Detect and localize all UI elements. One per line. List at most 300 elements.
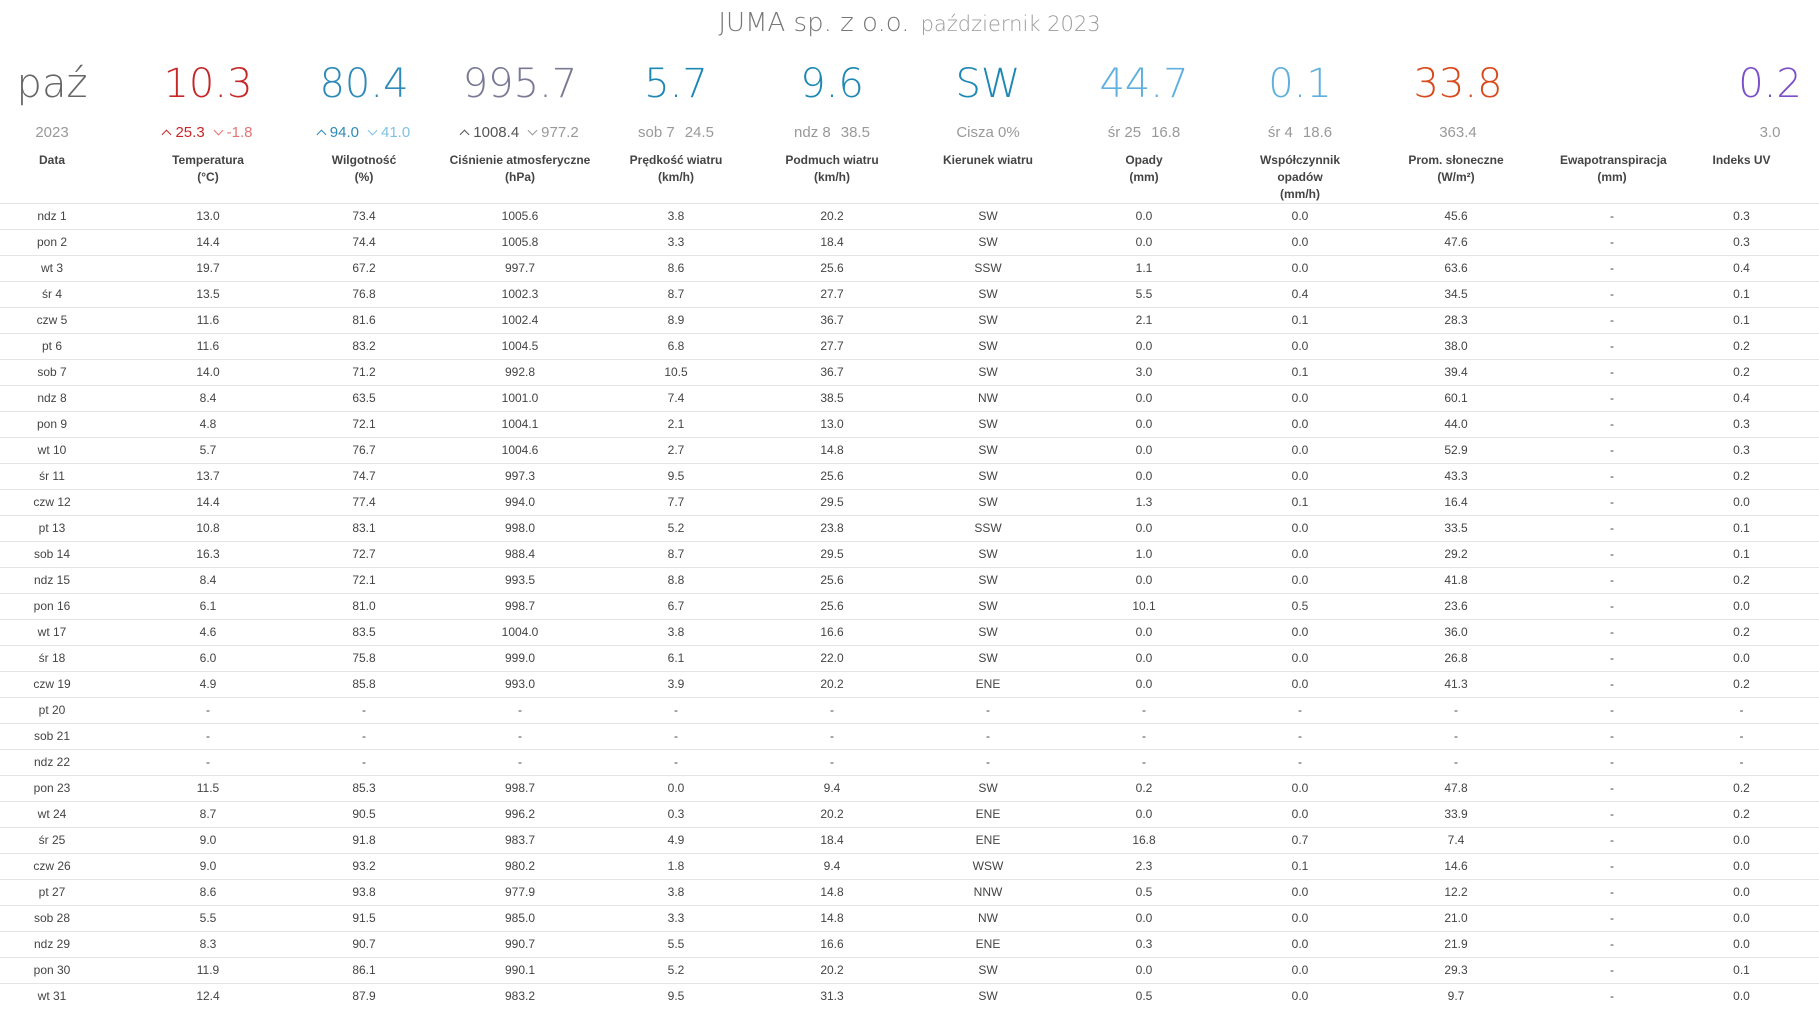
column-header-label: Ciśnienie atmosferyczne	[416, 152, 624, 169]
cell-wind-direction: SW	[936, 984, 1040, 1009]
cell-wind-gust: 14.8	[728, 880, 936, 906]
cell-temperature: 11.6	[104, 308, 312, 334]
cell-date: pt 6	[0, 334, 104, 360]
table-row	[0, 880, 1819, 906]
cell-rain: 0.0	[1040, 646, 1248, 672]
column-header-label: Prędkość wiatru	[624, 152, 728, 169]
cell-rain-rate: 0.0	[1248, 230, 1352, 256]
cell-evapotranspiration: -	[1560, 776, 1664, 802]
cell-wind-speed: -	[624, 750, 728, 776]
cell-wind-speed: 8.6	[624, 256, 728, 282]
cell-solar-radiation: 41.3	[1352, 672, 1560, 698]
cell-evapotranspiration: -	[1560, 516, 1664, 542]
cell-pressure: -	[416, 698, 624, 724]
cell-wind-direction: NW	[936, 906, 1040, 932]
cell-uv-index: 0.0	[1664, 490, 1819, 516]
cell-humidity: 93.8	[312, 880, 416, 906]
cell-wind-direction: SW	[936, 958, 1040, 984]
table-row	[0, 360, 1819, 386]
cell-evapotranspiration: -	[1560, 230, 1664, 256]
cell-humidity: -	[312, 724, 416, 750]
cell-wind-speed: -	[624, 724, 728, 750]
column-header-date	[0, 150, 104, 204]
cell-solar-radiation: 43.3	[1352, 464, 1560, 490]
cell-wind-direction: ENE	[936, 802, 1040, 828]
cell-date: śr 18	[0, 646, 104, 672]
cell-wind-gust: -	[728, 698, 936, 724]
cell-wind-gust: 14.8	[728, 906, 936, 932]
cell-evapotranspiration: -	[1560, 204, 1664, 230]
cell-rain: 0.0	[1040, 204, 1248, 230]
cell-pressure: 994.0	[416, 490, 624, 516]
cell-humidity: 81.6	[312, 308, 416, 334]
cell-solar-radiation: 26.8	[1352, 646, 1560, 672]
cell-uv-index: -	[1664, 750, 1819, 776]
cell-pressure: 977.9	[416, 880, 624, 906]
cell-uv-index: 0.0	[1664, 646, 1819, 672]
cell-evapotranspiration: -	[1560, 464, 1664, 490]
cell-uv-index: 0.0	[1664, 984, 1819, 1009]
cell-evapotranspiration: -	[1560, 880, 1664, 906]
cell-wind-gust: 14.8	[728, 438, 936, 464]
cell-evapotranspiration: -	[1560, 672, 1664, 698]
cell-pressure: 1004.6	[416, 438, 624, 464]
cell-rain-rate: 0.0	[1248, 776, 1352, 802]
cell-uv-index: 0.2	[1664, 620, 1819, 646]
cell-humidity: 76.7	[312, 438, 416, 464]
cell-evapotranspiration: -	[1560, 412, 1664, 438]
cell-rain-rate: 0.0	[1248, 906, 1352, 932]
cell-evapotranspiration: -	[1560, 386, 1664, 412]
cell-rain-rate: 0.0	[1248, 438, 1352, 464]
cell-rain-rate: -	[1248, 724, 1352, 750]
column-header-solar-radiation	[1352, 150, 1560, 204]
cell-wind-gust: 18.4	[728, 828, 936, 854]
summary-year: 2023	[0, 124, 132, 141]
cell-humidity: -	[312, 698, 416, 724]
cell-uv-index: 0.3	[1664, 438, 1819, 464]
cell-date: sob 7	[0, 360, 104, 386]
period-label: październik 2023	[921, 12, 1101, 36]
cell-wind-direction: -	[936, 750, 1040, 776]
table-row	[0, 932, 1819, 958]
summary-pressure-max: 1008.4	[461, 124, 519, 141]
cell-wind-direction: SW	[936, 412, 1040, 438]
table-row	[0, 256, 1819, 282]
cell-wind-gust: 23.8	[728, 516, 936, 542]
cell-temperature: 5.5	[104, 906, 312, 932]
cell-wind-speed: 0.3	[624, 802, 728, 828]
cell-humidity: 73.4	[312, 204, 416, 230]
column-header-label: Kierunek wiatru	[936, 152, 1040, 169]
cell-humidity: 83.2	[312, 334, 416, 360]
table-row	[0, 542, 1819, 568]
cell-pressure: 1002.4	[416, 308, 624, 334]
cell-rain: 0.0	[1040, 802, 1248, 828]
cell-wind-speed: 7.7	[624, 490, 728, 516]
summary-evapotranspiration	[1534, 58, 1694, 72]
cell-rain-rate: 0.0	[1248, 932, 1352, 958]
column-header-label: Ewapotranspiracja	[1560, 152, 1664, 169]
cell-temperature: 11.6	[104, 334, 312, 360]
cell-rain: 0.0	[1040, 568, 1248, 594]
cell-date: pon 23	[0, 776, 104, 802]
cell-wind-gust: 25.6	[728, 256, 936, 282]
cell-date: pt 27	[0, 880, 104, 906]
summary-wind-gust-max: 38.5	[841, 124, 870, 141]
table-row	[0, 282, 1819, 308]
cell-humidity: -	[312, 750, 416, 776]
cell-rain: -	[1040, 750, 1248, 776]
table-row	[0, 594, 1819, 620]
cell-evapotranspiration: -	[1560, 932, 1664, 958]
summary-uv-avg: 0.2	[1690, 58, 1819, 110]
cell-date: pon 9	[0, 412, 104, 438]
cell-temperature: 6.0	[104, 646, 312, 672]
cell-temperature: 11.9	[104, 958, 312, 984]
cell-evapotranspiration: -	[1560, 724, 1664, 750]
cell-wind-gust: 13.0	[728, 412, 936, 438]
cell-wind-speed: 9.5	[624, 984, 728, 1009]
summary-wind-gust	[752, 58, 912, 141]
cell-wind-speed: 4.9	[624, 828, 728, 854]
cell-solar-radiation: 38.0	[1352, 334, 1560, 360]
cell-wind-direction: SW	[936, 620, 1040, 646]
cell-rain: 0.0	[1040, 386, 1248, 412]
cell-temperature: 13.7	[104, 464, 312, 490]
cell-rain-rate: 0.0	[1248, 256, 1352, 282]
table-row	[0, 386, 1819, 412]
cell-temperature: 4.8	[104, 412, 312, 438]
cell-solar-radiation: 23.6	[1352, 594, 1560, 620]
cell-uv-index: 0.2	[1664, 776, 1819, 802]
cell-pressure: 983.7	[416, 828, 624, 854]
cell-wind-gust: 29.5	[728, 542, 936, 568]
cell-evapotranspiration: -	[1560, 256, 1664, 282]
table-body	[0, 204, 1819, 1009]
cell-date: pon 16	[0, 594, 104, 620]
cell-solar-radiation: -	[1352, 698, 1560, 724]
summary-rain-day: śr 25	[1108, 124, 1141, 141]
table-row	[0, 984, 1819, 1009]
cell-uv-index: -	[1664, 724, 1819, 750]
summary-temperature	[128, 58, 288, 141]
cell-rain: -	[1040, 724, 1248, 750]
cell-pressure: 998.0	[416, 516, 624, 542]
column-header-unit: (mm)	[1040, 169, 1248, 186]
cell-solar-radiation: 44.0	[1352, 412, 1560, 438]
cell-humidity: 81.0	[312, 594, 416, 620]
cell-humidity: 63.5	[312, 386, 416, 412]
cell-wind-gust: 9.4	[728, 854, 936, 880]
cell-date: sob 21	[0, 724, 104, 750]
cell-date: czw 19	[0, 672, 104, 698]
cell-uv-index: 0.1	[1664, 516, 1819, 542]
cell-pressure: -	[416, 750, 624, 776]
summary-solar-max: 363.4	[1378, 124, 1538, 141]
cell-solar-radiation: 33.5	[1352, 516, 1560, 542]
cell-evapotranspiration: -	[1560, 854, 1664, 880]
cell-rain-rate: 0.1	[1248, 360, 1352, 386]
cell-rain: 0.2	[1040, 776, 1248, 802]
summary-bar	[0, 58, 1819, 146]
summary-pressure	[440, 58, 600, 141]
cell-solar-radiation: 63.6	[1352, 256, 1560, 282]
cell-temperature: 8.4	[104, 568, 312, 594]
cell-solar-radiation: 16.4	[1352, 490, 1560, 516]
cell-temperature: -	[104, 698, 312, 724]
cell-rain: 0.0	[1040, 620, 1248, 646]
cell-wind-direction: ENE	[936, 828, 1040, 854]
table-row	[0, 776, 1819, 802]
cell-evapotranspiration: -	[1560, 334, 1664, 360]
table-row	[0, 750, 1819, 776]
cell-uv-index: 0.2	[1664, 334, 1819, 360]
cell-rain: 0.0	[1040, 958, 1248, 984]
cell-wind-direction: -	[936, 698, 1040, 724]
column-header-rain	[1040, 150, 1248, 204]
summary-uv	[1690, 58, 1819, 141]
summary-pressure-min: 977.2	[529, 124, 579, 141]
cell-temperature: 12.4	[104, 984, 312, 1009]
summary-wind-direction	[908, 58, 1068, 141]
cell-wind-gust: 20.2	[728, 672, 936, 698]
cell-wind-direction: SW	[936, 308, 1040, 334]
cell-wind-speed: 5.5	[624, 932, 728, 958]
cell-wind-speed: 3.8	[624, 880, 728, 906]
daily-data-table	[0, 150, 1819, 1009]
cell-uv-index: 0.1	[1664, 542, 1819, 568]
table-row	[0, 906, 1819, 932]
table-row	[0, 828, 1819, 854]
column-header-label: Indeks UV	[1664, 152, 1819, 169]
cell-solar-radiation: 60.1	[1352, 386, 1560, 412]
cell-wind-direction: SW	[936, 464, 1040, 490]
cell-wind-direction: ENE	[936, 932, 1040, 958]
cell-rain: 1.0	[1040, 542, 1248, 568]
cell-date: ndz 8	[0, 386, 104, 412]
cell-rain-rate: 0.7	[1248, 828, 1352, 854]
cell-humidity: 72.1	[312, 568, 416, 594]
cell-solar-radiation: 7.4	[1352, 828, 1560, 854]
summary-wind-direction-value: SW	[908, 58, 1068, 110]
cell-evapotranspiration: -	[1560, 542, 1664, 568]
cell-rain: 0.0	[1040, 672, 1248, 698]
cell-rain: 0.0	[1040, 230, 1248, 256]
cell-temperature: 13.5	[104, 282, 312, 308]
cell-solar-radiation: -	[1352, 750, 1560, 776]
cell-pressure: 1005.6	[416, 204, 624, 230]
cell-humidity: 85.8	[312, 672, 416, 698]
cell-wind-speed: 5.2	[624, 958, 728, 984]
cell-evapotranspiration: -	[1560, 490, 1664, 516]
cell-wind-speed: 6.8	[624, 334, 728, 360]
table-row	[0, 490, 1819, 516]
cell-wind-speed: 0.0	[624, 776, 728, 802]
cell-solar-radiation: 47.8	[1352, 776, 1560, 802]
column-header-evapotranspiration	[1560, 150, 1664, 204]
cell-pressure: 983.2	[416, 984, 624, 1009]
cell-date: ndz 1	[0, 204, 104, 230]
cell-pressure: 1001.0	[416, 386, 624, 412]
cell-rain: 2.3	[1040, 854, 1248, 880]
cell-wind-direction: SSW	[936, 256, 1040, 282]
cell-rain: 0.5	[1040, 880, 1248, 906]
cell-pressure: 993.0	[416, 672, 624, 698]
cell-temperature: 14.0	[104, 360, 312, 386]
cell-temperature: 8.3	[104, 932, 312, 958]
cell-humidity: 72.7	[312, 542, 416, 568]
column-header-wind-gust	[728, 150, 936, 204]
cell-wind-gust: 20.2	[728, 802, 936, 828]
cell-evapotranspiration: -	[1560, 438, 1664, 464]
table-row	[0, 438, 1819, 464]
cell-humidity: 86.1	[312, 958, 416, 984]
column-header-unit: (hPa)	[416, 169, 624, 186]
cell-pressure: 998.7	[416, 594, 624, 620]
cell-pressure: 980.2	[416, 854, 624, 880]
cell-humidity: 90.7	[312, 932, 416, 958]
cell-solar-radiation: 52.9	[1352, 438, 1560, 464]
cell-wind-direction: SW	[936, 568, 1040, 594]
column-header-wind-direction	[936, 150, 1040, 204]
cell-rain: 0.3	[1040, 932, 1248, 958]
cell-rain-rate: 0.1	[1248, 854, 1352, 880]
cell-wind-gust: 29.5	[728, 490, 936, 516]
column-header-temperature	[104, 150, 312, 204]
cell-evapotranspiration: -	[1560, 698, 1664, 724]
summary-humidity-avg: 80.4	[284, 58, 444, 110]
cell-pressure: 988.4	[416, 542, 624, 568]
cell-wind-speed: 6.1	[624, 646, 728, 672]
column-header-label: Opady	[1040, 152, 1248, 169]
cell-humidity: 74.4	[312, 230, 416, 256]
cell-solar-radiation: -	[1352, 724, 1560, 750]
cell-solar-radiation: 36.0	[1352, 620, 1560, 646]
cell-pressure: 997.3	[416, 464, 624, 490]
cell-date: wt 31	[0, 984, 104, 1009]
column-header-unit: (°C)	[104, 169, 312, 186]
cell-pressure: 998.7	[416, 776, 624, 802]
cell-temperature: 11.5	[104, 776, 312, 802]
table-row	[0, 620, 1819, 646]
cell-wind-gust: 25.6	[728, 464, 936, 490]
cell-humidity: 77.4	[312, 490, 416, 516]
table-row	[0, 204, 1819, 230]
cell-rain-rate: 0.0	[1248, 620, 1352, 646]
cell-wind-direction: NNW	[936, 880, 1040, 906]
cell-date: pon 2	[0, 230, 104, 256]
column-header-label: Podmuch wiatru	[728, 152, 936, 169]
cell-wind-gust: 9.4	[728, 776, 936, 802]
summary-wind-speed-avg: 5.7	[596, 58, 756, 110]
cell-temperature: 10.8	[104, 516, 312, 542]
cell-rain-rate: 0.0	[1248, 568, 1352, 594]
cell-uv-index: 0.3	[1664, 412, 1819, 438]
cell-humidity: 83.5	[312, 620, 416, 646]
cell-wind-direction: SW	[936, 776, 1040, 802]
table-row	[0, 464, 1819, 490]
cell-date: pt 20	[0, 698, 104, 724]
cell-solar-radiation: 41.8	[1352, 568, 1560, 594]
cell-rain: 0.0	[1040, 516, 1248, 542]
cell-wind-gust: -	[728, 724, 936, 750]
cell-evapotranspiration: -	[1560, 646, 1664, 672]
cell-rain: 0.0	[1040, 412, 1248, 438]
cell-wind-gust: 16.6	[728, 620, 936, 646]
cell-rain: 1.3	[1040, 490, 1248, 516]
cell-rain-rate: 0.0	[1248, 516, 1352, 542]
column-header-humidity	[312, 150, 416, 204]
cell-rain-rate: 0.0	[1248, 464, 1352, 490]
cell-temperature: 9.0	[104, 854, 312, 880]
cell-temperature: 8.7	[104, 802, 312, 828]
cell-temperature: 9.0	[104, 828, 312, 854]
cell-uv-index: 0.0	[1664, 880, 1819, 906]
cell-wind-speed: 3.3	[624, 906, 728, 932]
cell-uv-index: 0.2	[1664, 464, 1819, 490]
table-row	[0, 334, 1819, 360]
table-row	[0, 412, 1819, 438]
cell-uv-index: 0.2	[1664, 672, 1819, 698]
cell-uv-index: -	[1664, 698, 1819, 724]
cell-wind-gust: 20.2	[728, 204, 936, 230]
cell-humidity: 91.5	[312, 906, 416, 932]
cell-wind-direction: SW	[936, 594, 1040, 620]
cell-solar-radiation: 29.2	[1352, 542, 1560, 568]
cell-rain: 0.5	[1040, 984, 1248, 1009]
cell-temperature: 13.0	[104, 204, 312, 230]
table-row	[0, 646, 1819, 672]
summary-humidity-min: 41.0	[369, 124, 410, 141]
summary-wind-speed-max: 24.5	[685, 124, 714, 141]
cell-wind-gust: 20.2	[728, 958, 936, 984]
cell-uv-index: 0.2	[1664, 568, 1819, 594]
column-header-label: Współczynnik opadów	[1248, 152, 1352, 186]
cell-wind-speed: 8.9	[624, 308, 728, 334]
summary-humidity	[284, 58, 444, 141]
cell-wind-gust: 22.0	[728, 646, 936, 672]
cell-rain-rate: 0.0	[1248, 802, 1352, 828]
column-header-rain-rate	[1248, 150, 1352, 204]
cell-rain-rate: 0.0	[1248, 984, 1352, 1009]
cell-date: śr 25	[0, 828, 104, 854]
cell-rain-rate: 0.0	[1248, 542, 1352, 568]
cell-uv-index: 0.1	[1664, 282, 1819, 308]
cell-rain-rate: 0.0	[1248, 334, 1352, 360]
cell-wind-speed: 8.8	[624, 568, 728, 594]
cell-wind-direction: SW	[936, 230, 1040, 256]
summary-rain-rate-day: śr 4	[1268, 124, 1293, 141]
cell-date: wt 24	[0, 802, 104, 828]
cell-pressure: 1004.1	[416, 412, 624, 438]
table-row	[0, 854, 1819, 880]
cell-wind-direction: SSW	[936, 516, 1040, 542]
cell-uv-index: 0.0	[1664, 828, 1819, 854]
cell-evapotranspiration: -	[1560, 906, 1664, 932]
summary-rain-rate	[1220, 58, 1380, 141]
cell-pressure: 996.2	[416, 802, 624, 828]
cell-humidity: 93.2	[312, 854, 416, 880]
cell-wind-direction: -	[936, 724, 1040, 750]
summary-wind-gust-day: ndz 8	[794, 124, 831, 141]
cell-pressure: 990.7	[416, 932, 624, 958]
cell-pressure: 993.5	[416, 568, 624, 594]
cell-rain: 0.0	[1040, 906, 1248, 932]
cell-uv-index: 0.2	[1664, 802, 1819, 828]
cell-uv-index: 0.0	[1664, 932, 1819, 958]
cell-wind-direction: SW	[936, 282, 1040, 308]
